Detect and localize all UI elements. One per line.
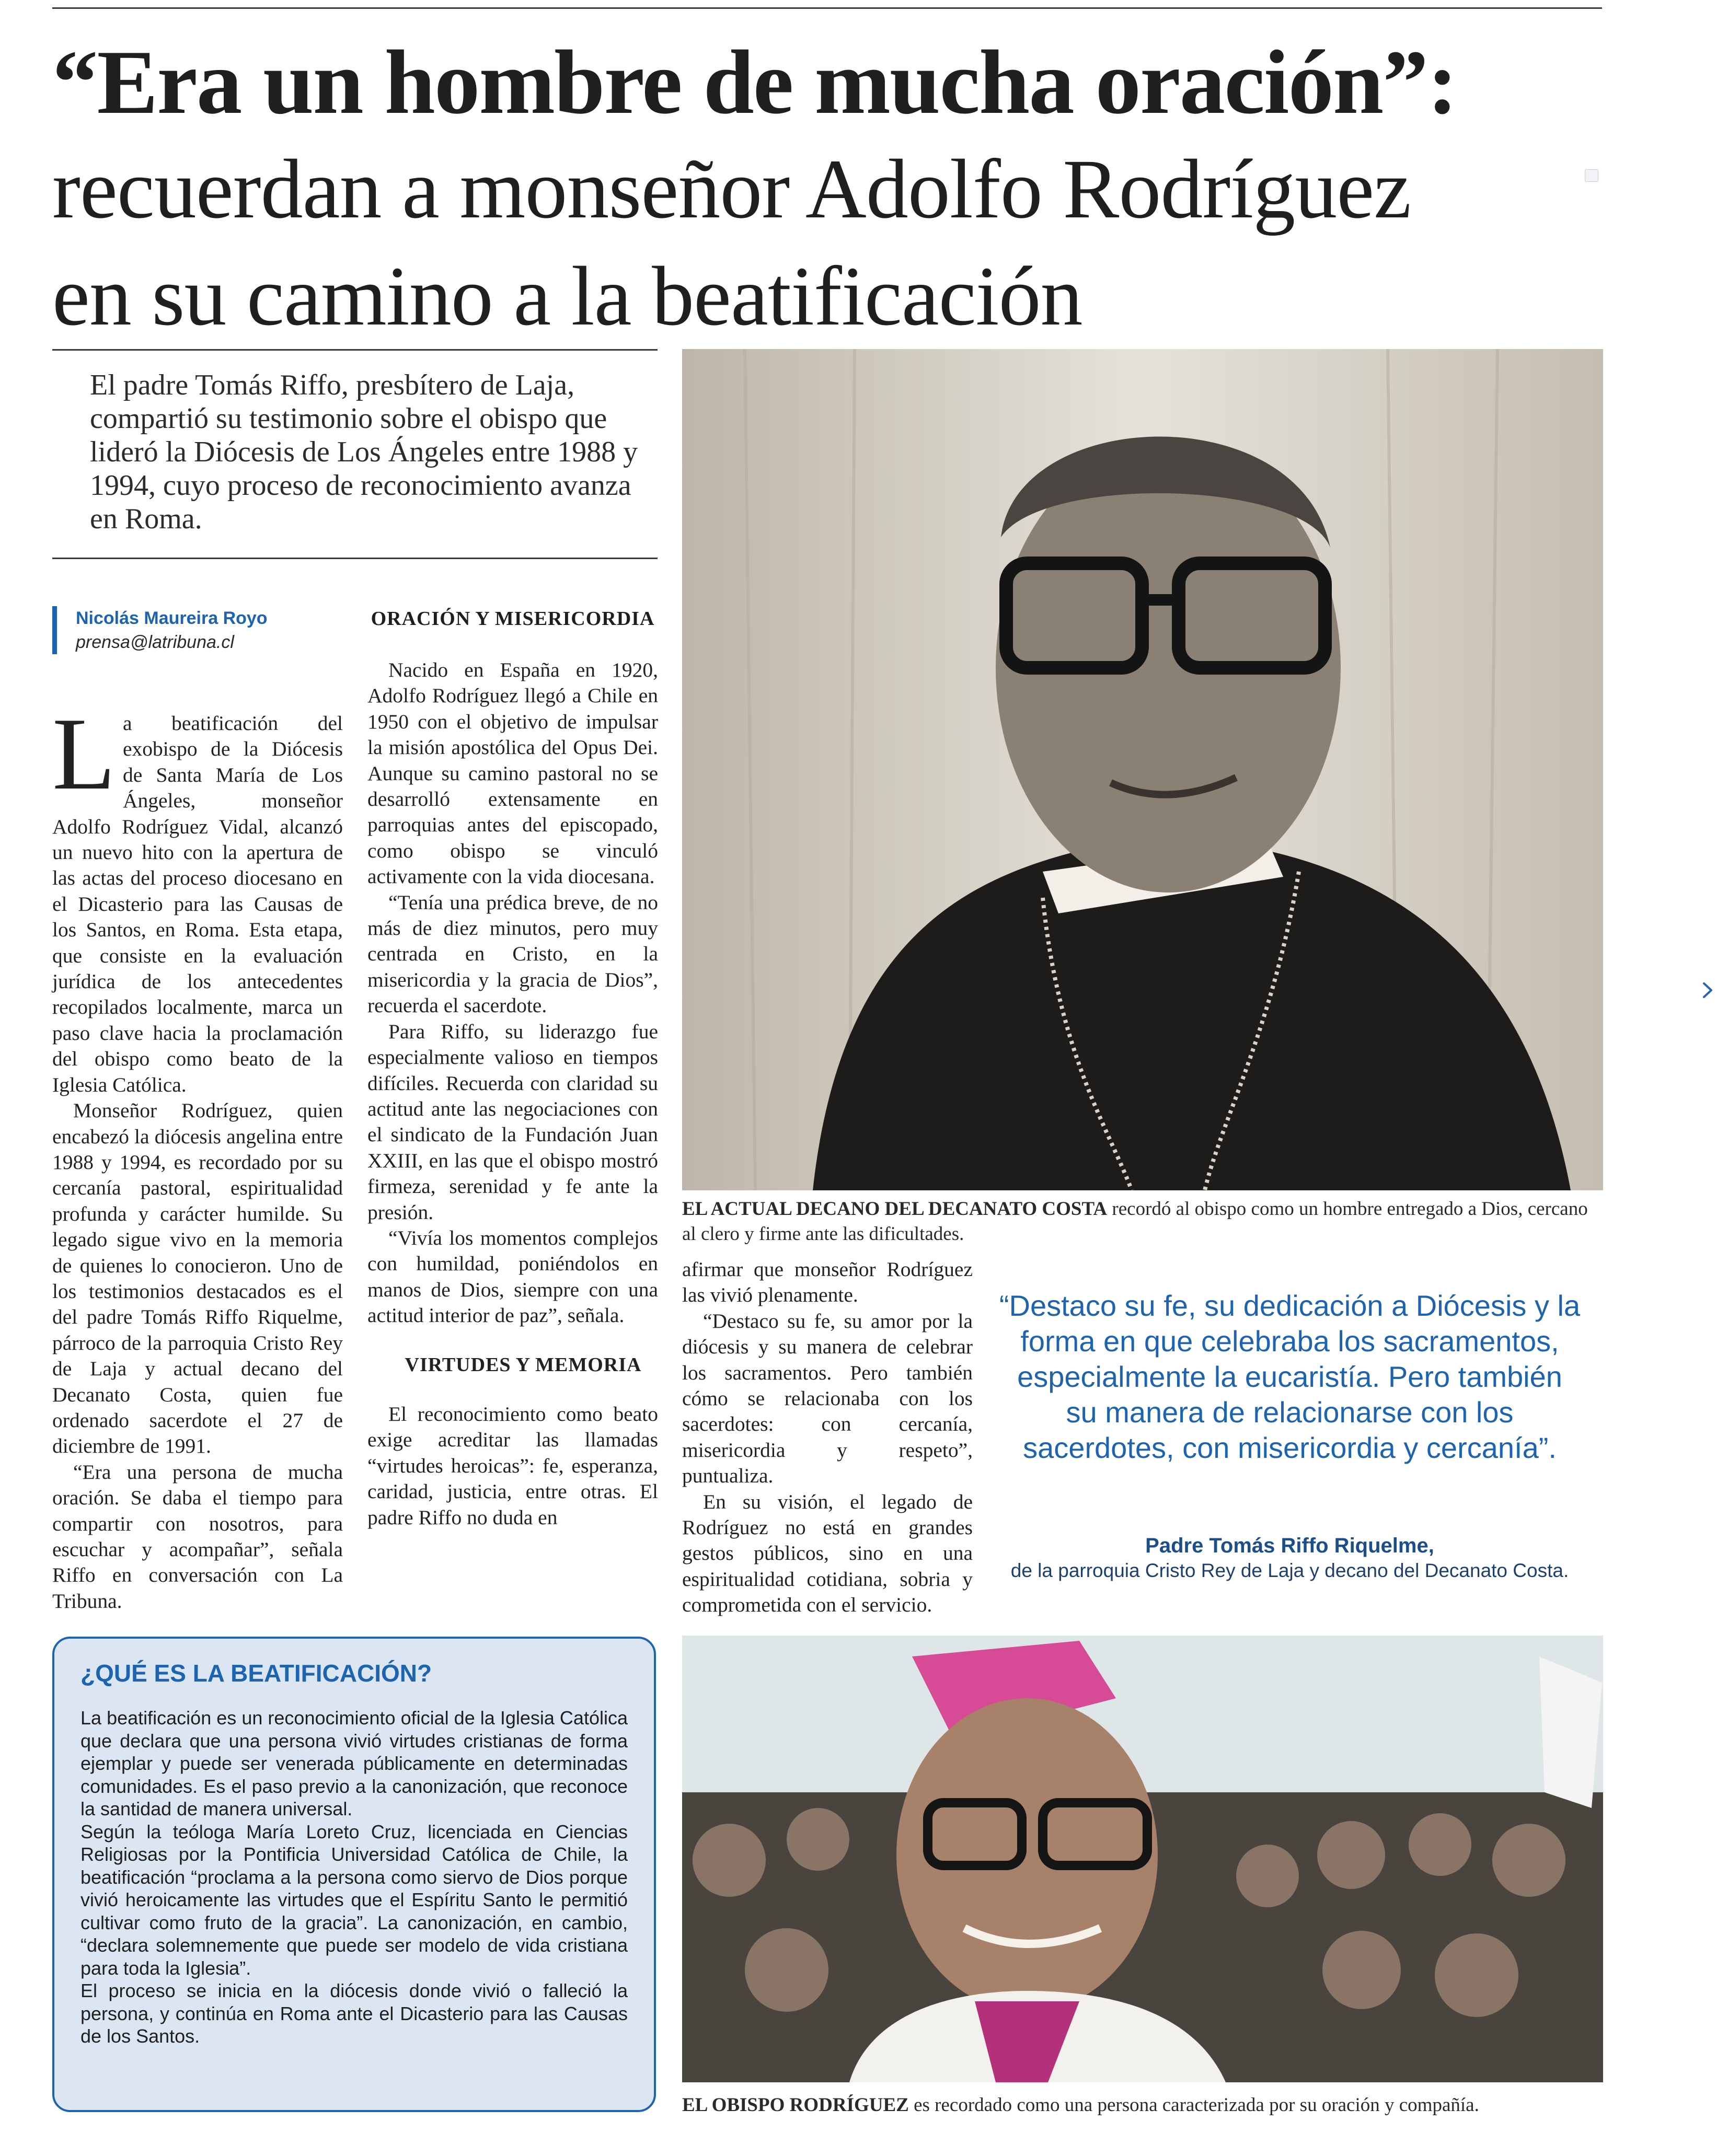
- headline-line-3: en su camino a la beatificación: [52, 250, 1082, 343]
- body-paragraph: Para Riffo, su liderazgo fue especialmente valioso en tiempos difíciles. Recuerda con claridad su actitud ante las negociaciones con el sindicato de la Fundación Juan XXIII, en las que el obispo mostró firmeza, serenidad y fe ante la presión.: [367, 1019, 658, 1224]
- article-column-2: [367, 657, 658, 1531]
- byline-name: Nicolás Maureira Royo: [76, 608, 268, 628]
- pull-quote-attribution: [998, 1534, 1581, 1583]
- body-paragraph: La beatificación del exobispo de la Diócesis de Santa María de Los Ángeles, monseñor Adolfo Rodríguez Vidal, alcanzó un nuevo hito con la apertura de las actas del proceso diocesano en el Dicasterio para las Causas de los Santos, en Roma. Esta etapa, que consiste en la evaluación jurídica de los antecedentes recopilados localmente, marca un paso clave hacia la proclamación del obispo como beato de la Iglesia Católica.: [52, 697, 343, 1096]
- beatification-info-box: [52, 1637, 656, 2112]
- chevron-right-icon[interactable]: [1699, 981, 1717, 999]
- subhead-oracion: ORACIÓN Y MISERICORDIA: [371, 608, 655, 630]
- dek-top-rule: [52, 349, 658, 351]
- body-paragraph: “Era una persona de mucha oración. Se daba el tiempo para compartir con nosotros, para escuchar y acompañar”, señala Riffo en conversación con La Tribuna.: [52, 1460, 343, 1613]
- body-paragraph: “Vivía los momentos complejos con humildad, poniéndolos en manos de Dios, siempre con una actitud interior de paz”, señala.: [367, 1226, 658, 1327]
- body-paragraph: “Destaco su fe, su amor por la diócesis y su manera de celebrar los sacramentos. Pero también cómo se relacionaba con los sacerdotes: con cercanía, misericordia y respeto”, puntualiza.: [682, 1309, 973, 1488]
- headline: [52, 29, 1610, 350]
- dek: El padre Tomás Riffo, presbítero de Laja, compartió su testimonio sobre el obispo que lideró la Diócesis de Los Ángeles entre 1988 y 1994, cuyo proceso de reconocimiento avanza en Roma.: [90, 369, 638, 535]
- body-paragraph: Nacido en España en 1920, Adolfo Rodríguez llegó a Chile en 1950 con el objetivo de impulsar la misión apostólica del Opus Dei. Aunque su camino pastoral no se desarrolló extensamente en parroquias antes del episcopado, como obispo se vinculó activamente con la vida diocesana.: [367, 658, 658, 888]
- info-box-paragraph: Según la teóloga María Loreto Cruz, licenciada en Ciencias Religiosas por la Pontificia Universidad Católica de Chile, la beatificación “proclama a la persona como siervo de Dios porque vivió heroicamente las virtudes que el Espíritu Santo le permitió cultivar como fruto de la gracia”. La canonización, en cambio, “declara solemnemente que puede ser modelo de vida cristiana para toda la Iglesia”.: [80, 1821, 628, 1979]
- bishop-crowd-photo: [682, 1636, 1603, 2082]
- body-paragraph: “Tenía una prédica breve, de no más de diez minutos, pero muy centrada en Cristo, en la misericordia y la gracia de Dios”, recuerda el sacerdote.: [367, 890, 658, 1017]
- bishop-crowd-illustration: [682, 1636, 1603, 2082]
- bishop-portrait-illustration: [682, 349, 1603, 1190]
- page-marker-icon: [1585, 169, 1598, 182]
- body-paragraph: afirmar que monseñor Rodríguez las vivió plenamente.: [682, 1258, 973, 1307]
- article-column-3: [682, 1257, 973, 1618]
- info-box-paragraph: La beatificación es un reconocimiento oficial de la Iglesia Católica que declara que una persona vivió virtudes cristianas de forma ejemplar y puede ser venerada públicamente en determinadas comunidades. Es el paso previo a la canonización, que reconoce la santidad de manera universal.: [80, 1707, 628, 1819]
- body-paragraph: Monseñor Rodríguez, quien encabezó la diócesis angelina entre 1988 y 1994, es recordado por su cercanía pastoral, espiritualidad profunda y carácter humilde. Su legado sigue vivo en la memoria de quienes lo conocieron. Uno de los testimonios destacados es el del padre Tomás Riffo Riquelme, párroco de la parroquia Cristo Rey de Laja y actual decano del Decanato Costa, quien fue ordenado sacerdote el 27 de diciembre de 1991.: [52, 1099, 343, 1458]
- info-box-paragraph: El proceso se inicia en la diócesis donde vivió o falleció la persona, y continúa en Roma ante el Dicasterio para las Causas de los Santos.: [80, 1980, 628, 2047]
- headline-line-2: recuerdan a monseñor Adolfo Rodríguez: [52, 143, 1411, 236]
- photo-2-caption: EL OBISPO RODRÍGUEZ es recordado como una persona caracterizada por su oración y compañía.: [682, 2094, 1479, 2116]
- photo-1-caption: EL ACTUAL DECANO DEL DECANATO COSTA recordó al obispo como un hombre entregado a Dios, cercano al clero y firme ante las dificultades.: [682, 1198, 1588, 1245]
- byline-email[interactable]: prensa@latribuna.cl: [76, 632, 234, 652]
- dek-bottom-rule: [52, 558, 658, 559]
- subhead-virtudes: VIRTUDES Y MEMORIA: [405, 1353, 642, 1376]
- drop-cap: L: [52, 697, 116, 811]
- article-column-1: [52, 697, 343, 1614]
- byline: [52, 606, 268, 654]
- pull-quote: “Destaco su fe, su dedicación a Diócesis y la forma en que celebraba los sacramentos, especialmente la eucaristía. Pero también su manera de relacionarse con los sacerdotes, con misericordia y cercanía”.: [999, 1289, 1581, 1464]
- headline-line-1: “Era un hombre de mucha oración”:: [52, 31, 1457, 133]
- attribution-name: Padre Tomás Riffo Riquelme,: [1145, 1534, 1434, 1557]
- body-paragraph: En su visión, el legado de Rodríguez no está en grandes gestos públicos, sino en una espiritualidad cotidiana, sobria y comprometida con el servicio.: [682, 1490, 973, 1617]
- info-box-title: ¿QUÉ ES LA BEATIFICACIÓN?: [80, 1660, 432, 1687]
- body-paragraph: El reconocimiento como beato exige acreditar las llamadas “virtudes heroicas”: fe, esperanza, caridad, justicia, entre otras. El padre Riffo no duda en: [367, 1402, 658, 1529]
- bishop-portrait-photo: [682, 349, 1603, 1190]
- attribution-role: de la parroquia Cristo Rey de Laja y decano del Decanato Costa.: [1010, 1560, 1569, 1581]
- top-rule: [52, 7, 1602, 9]
